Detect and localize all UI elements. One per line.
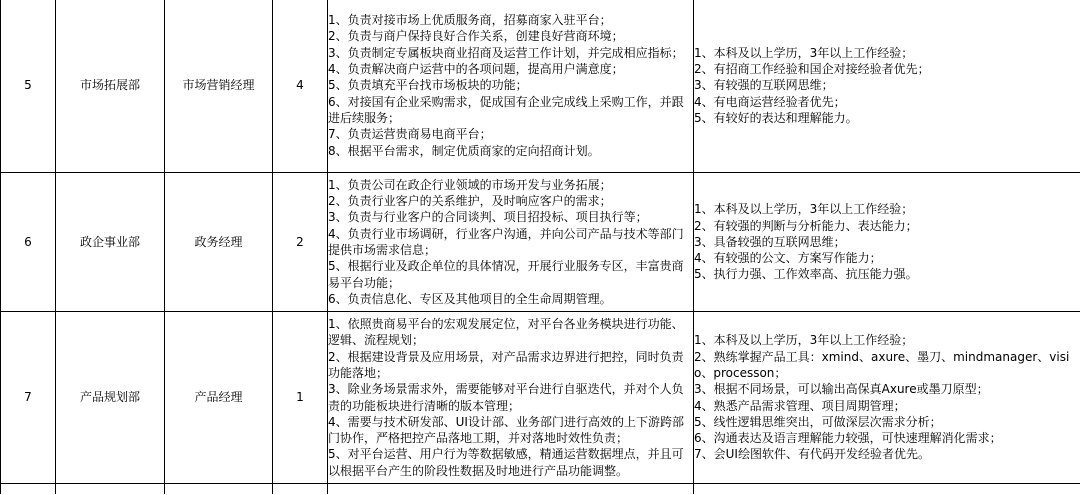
requirement-item: 5、线性逻辑思维突出，可做深层次需求分析； <box>694 414 942 429</box>
requirements-cell <box>694 312 1080 484</box>
empty-cell <box>56 484 165 495</box>
headcount-cell: 2 <box>273 173 328 312</box>
requirement-item: 5、执行力强、工作效率高、抗压能力强。 <box>694 267 918 282</box>
duty-item: 1、负责对接市场上优质服务商，招募商家入驻平台； <box>328 13 612 28</box>
duty-item: 6、对接国有企业采购需求，促成国有企业完成线上采购工作，并跟进后续服务； <box>328 94 684 125</box>
requirement-item: 2、有招商工作经验和国企对接经验者优先； <box>694 62 930 77</box>
duty-item: 6、负责信息化、专区及其他项目的全生命周期管理。 <box>328 291 612 306</box>
row-number: 5 <box>1 0 56 173</box>
requirement-item: 6、沟通表达及语言理解能力较强，可快速理解消化需求； <box>694 431 1002 446</box>
headcount-cell: 4 <box>273 0 328 173</box>
duty-item: 5、根据行业及政企单位的具体情况，开展行业服务专区，丰富贵商易平台功能； <box>328 259 684 290</box>
duty-item: 2、根据建设背景及应用场景，对产品需求边界进行把控，同时负责功能落地； <box>328 349 684 380</box>
duty-item: 3、负责与行业客户的合同谈判、项目招投标、项目执行等； <box>328 210 648 225</box>
requirement-item: 1、本科及以上学历，3年以上工作经验； <box>694 45 914 60</box>
duties-cell <box>328 0 694 173</box>
table-row <box>1 173 1080 312</box>
requirement-item: 3、具备较强的互联网思维； <box>694 234 846 249</box>
table-row <box>1 0 1080 173</box>
duty-item: 4、负责行业市场调研，行业客户沟通，并向公司产品与技术等部门提供市场需求信息； <box>328 226 684 257</box>
empty-cell <box>165 484 273 495</box>
duty-item: 1、依照贵商易平台的宏观发展定位，对平台各业务模块进行功能、逻辑、流程规划； <box>328 317 684 348</box>
requirement-item: 3、根据不同场景，可以输出高保真Axure或墨刀原型； <box>694 382 989 397</box>
department-cell: 政企事业部 <box>56 173 165 312</box>
duty-item: 4、负责解决商户运营中的各项问题，提高用户满意度； <box>328 62 624 77</box>
empty-cell <box>1 484 56 495</box>
duty-item: 1、负责公司在政企行业领域的市场开发与业务拓展； <box>328 177 612 192</box>
requirement-item: 3、有较强的互联网思维； <box>694 78 834 93</box>
position-cell: 政务经理 <box>165 173 273 312</box>
duty-item: 8、根据平台需求，制定优质商家的定向招商计划。 <box>328 143 600 158</box>
requirement-item: 4、熟悉产品需求管理、项目周期管理； <box>694 398 906 413</box>
empty-cell <box>694 484 1080 495</box>
duties-cell <box>328 173 694 312</box>
department-cell: 市场拓展部 <box>56 0 165 173</box>
empty-cell <box>328 484 694 495</box>
duty-item: 3、除业务场景需求外，需要能够对平台进行自驱迭代，并对个人负责的功能板块进行清晰的版本管理； <box>328 382 684 413</box>
duty-item: 2、负责与商户保持良好合作关系，创建良好营商环境； <box>328 29 624 44</box>
table-row <box>1 484 1080 495</box>
requirement-item: 1、本科及以上学历，3年以上工作经验； <box>694 202 914 217</box>
duty-item: 4、需要与技术研发部、UI设计部、业务部门进行高效的上下游跨部门协作，严格把控产品落地工期，并对落地时效性负责； <box>328 414 684 446</box>
duty-item: 3、负责制定专属板块商业招商及运营工作计划，并完成相应指标； <box>328 45 684 60</box>
row-number: 7 <box>1 312 56 484</box>
requirement-item: 1、本科及以上学历，3年以上工作经验； <box>694 333 914 348</box>
duties-cell <box>328 312 694 484</box>
requirements-cell <box>694 0 1080 173</box>
row-number: 6 <box>1 173 56 312</box>
requirement-item: 4、有电商运营经验者优先； <box>694 94 846 109</box>
headcount-cell: 1 <box>273 312 328 484</box>
position-cell: 市场营销经理 <box>165 0 273 173</box>
requirements-cell <box>694 173 1080 312</box>
requirement-item: 4、有较强的公文、方案写作能力； <box>694 251 882 266</box>
duty-item: 7、负责运营贵商易电商平台； <box>328 127 492 142</box>
requirement-item: 5、有较好的表达和理解能力。 <box>694 110 858 125</box>
requirement-item: 2、有较强的判断与分析能力、表达能力； <box>694 218 918 233</box>
position-cell: 产品经理 <box>165 312 273 484</box>
duty-item: 5、对平台运营、用户行为等数据敏感，精通运营数据埋点，并且可以根据平台产生的阶段性数据及时地进行产品功能调整。 <box>328 447 684 478</box>
requirement-item: 2、熟练掌握产品工具：xmind、axure、墨刀、mindmanager、visio、processon； <box>694 349 1070 380</box>
empty-cell <box>273 484 328 495</box>
duty-item: 5、负责填充平台找市场板块的功能； <box>328 78 528 93</box>
duty-item: 2、负责行业客户的关系维护，及时响应客户的需求； <box>328 194 612 209</box>
requirement-item: 7、会UI绘图软件、有代码开发经验者优先。 <box>694 447 930 462</box>
department-cell: 产品规划部 <box>56 312 165 484</box>
table-row <box>1 312 1080 484</box>
